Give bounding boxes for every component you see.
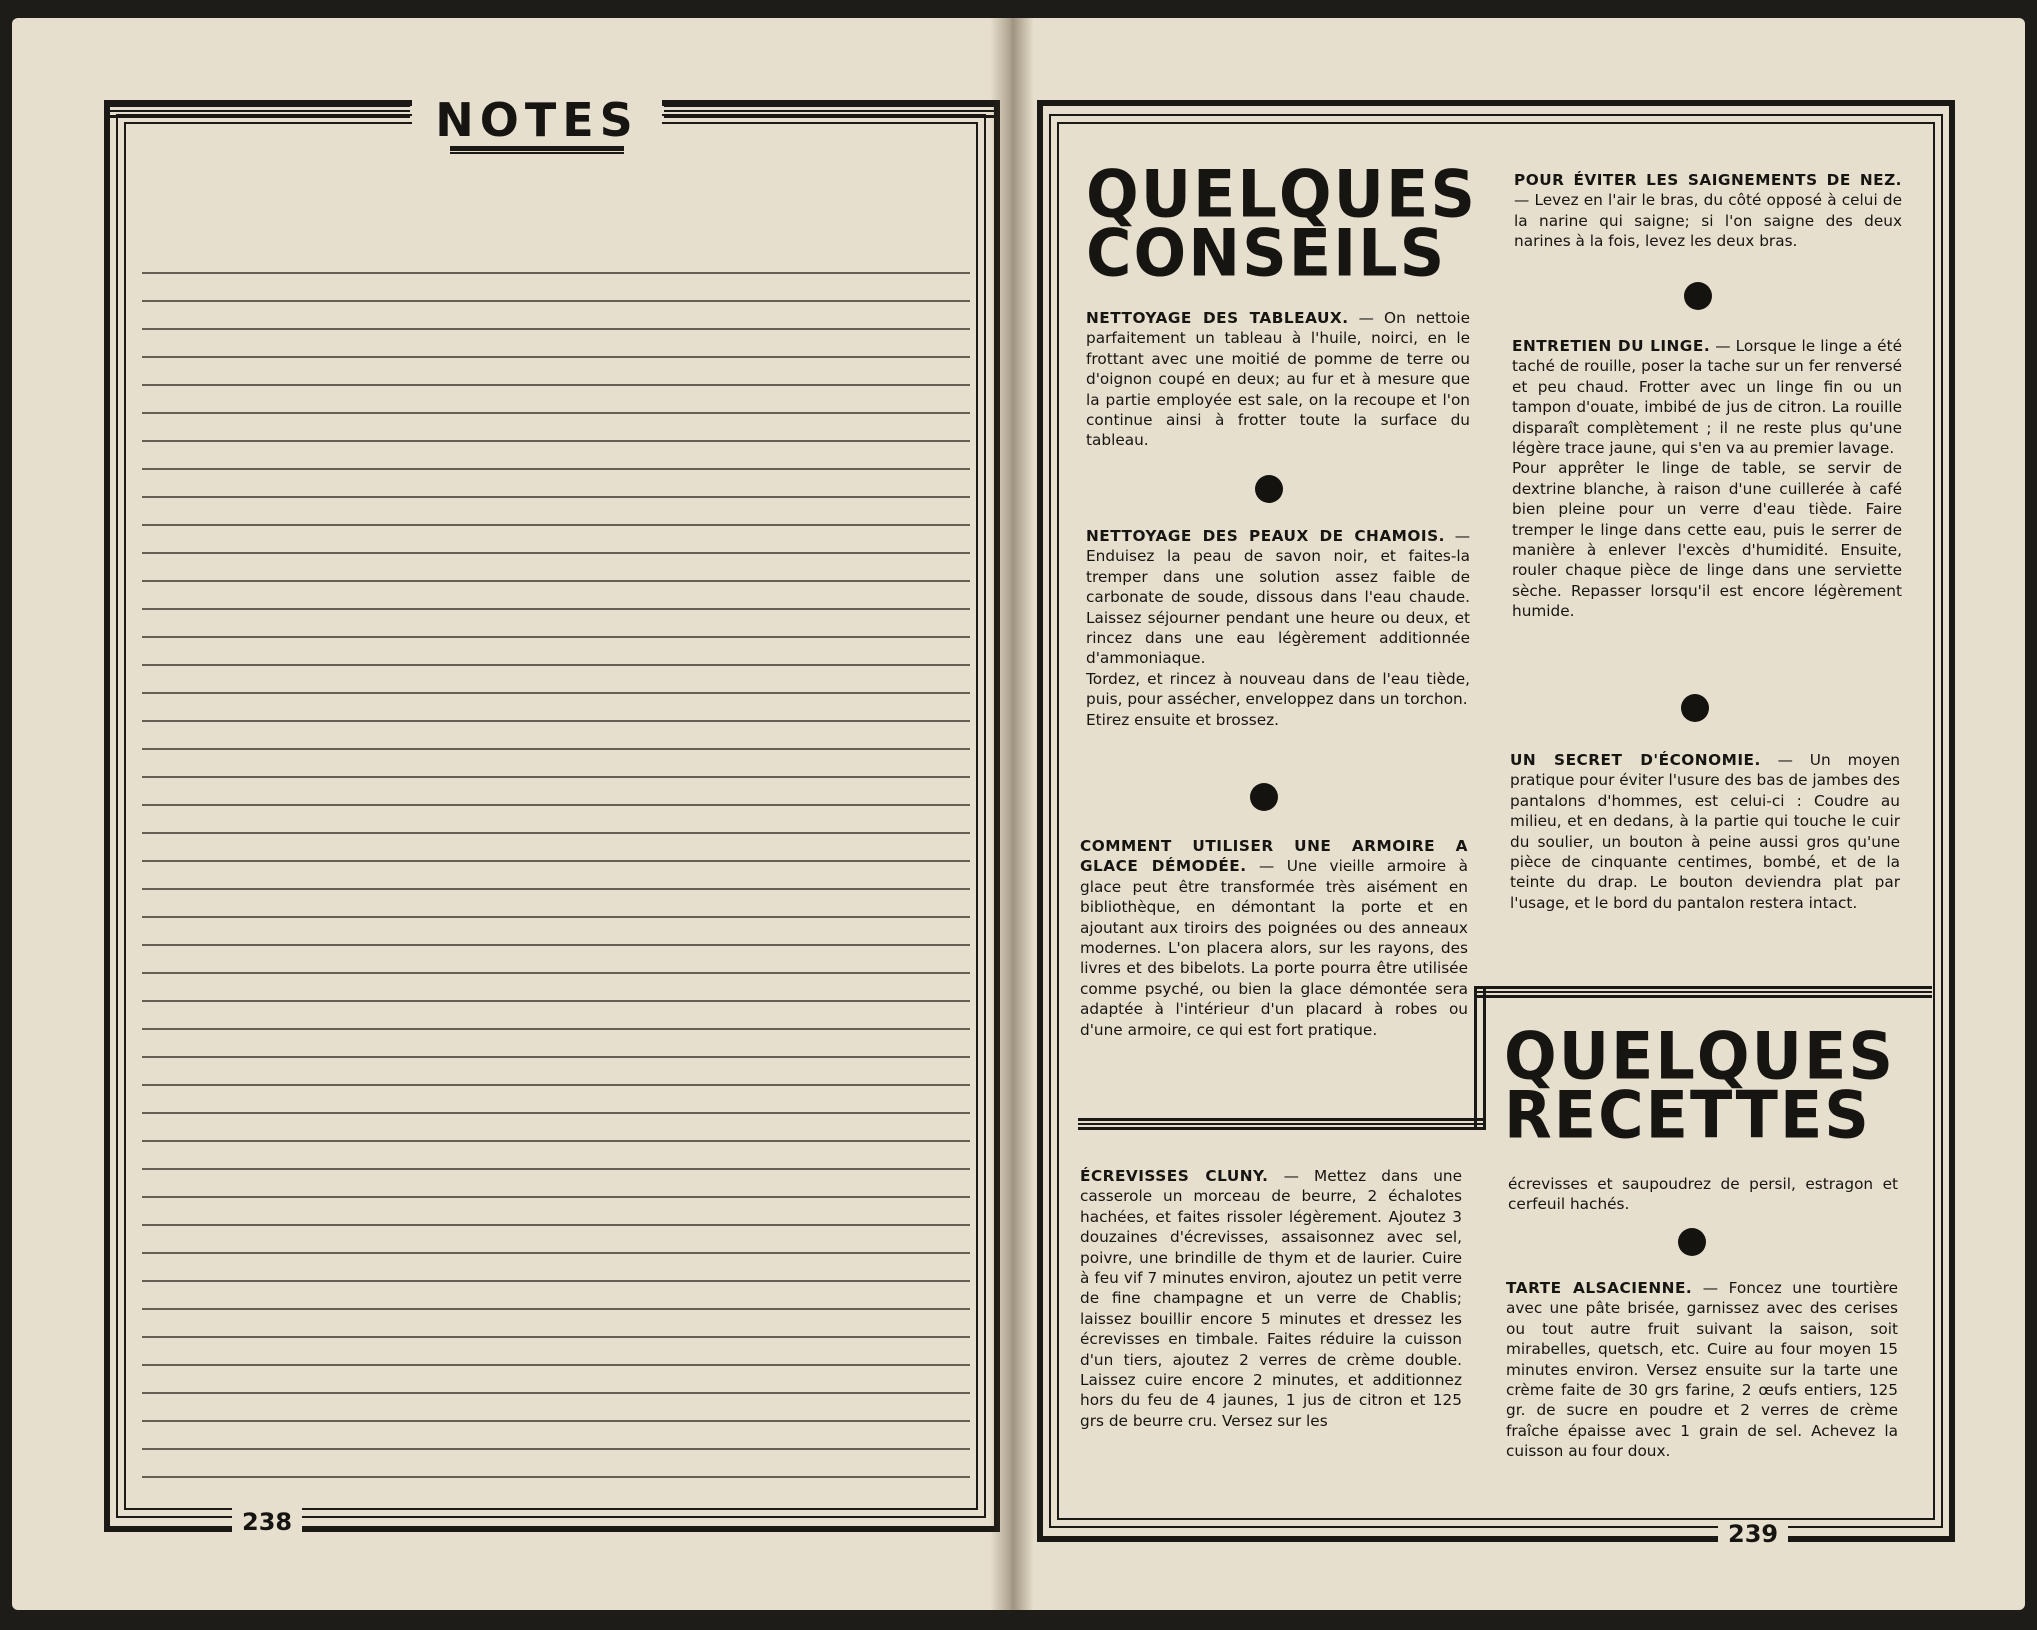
recipe-heading: ÉCREVISSES CLUNY. (1080, 1167, 1269, 1185)
article-text: — Levez en l'air le bras, du côté opposé à celui de la narine qui saigne; si l'on saigne des deux narines à la fois, levez les deux bras. (1514, 191, 1902, 251)
article-text: — Lorsque le linge a été taché de rouille, poser la tache sur un fer renversé et peu chaud. Frotter avec un linge fin ou un tampon d'ouate, imbibé de jus de citron. La rouille disparaît complètement ; il ne reste plus qu'une légère trace jaune, qui s'en va au premier lavage. (1512, 337, 1902, 458)
article-text: — Un moyen pratique pour éviter l'usure des bas de jambes des pantalons d'hommes, est celui-ci : Coudre au milieu, et en dedans, à la partie qui touche le cuir du soulier, un bouton à peine aussi gros qu'une pièce de cinquante centimes, bombé, et de la teinte du drap. Le bouton deviendra plat par l'usage, et le bord du pantalon restera intact. (1510, 751, 1900, 912)
article-text: — Enduisez la peau de savon noir, et faites-la tremper dans une solution assez faible de carbonate de soude, dissous dans l'eau chaude. Laissez séjourner pendant une heure ou deux, et rincez dans une eau légèrement additionnée d'ammoniaque. (1086, 527, 1470, 668)
recipe-text: — Mettez dans une casserole un morceau de beurre, 2 échalotes hachées, et faites rissoler légèrement. Ajoutez 3 douzaines d'écrevisses, assaisonnez avec sel, poivre, une brindille de thym et de laurier. Cuire à feu vif 7 minutes environ, ajoutez un petit verre de fine champagne et un verre de Chablis; laissez bouillir encore 5 minutes et dressez les écrevisses en timbale. Faites réduire la cuisson d'un tiers, ajoutez 2 verres de crème double. Laissez cuire encore 2 minutes, et additionnez hors du feu de 4 jaunes, 1 jus de citron et 125 grs de beurre cru. Versez sur les (1080, 1167, 1462, 1430)
recipe-text-continued: écrevisses et saupoudrez de persil, estragon et cerfeuil hachés. (1508, 1175, 1898, 1214)
article-chamois (1086, 526, 1470, 730)
conseils-title (1086, 155, 1477, 292)
article-linge (1512, 336, 1902, 622)
recipe-text: — Foncez une tourtière avec une pâte brisée, garnissez avec des cerises ou tout autre fruit suivant la saison, soit mirabelles, quetsch, etc. Cuire au four moyen 15 minutes environ. Versez ensuite sur la tarte une crème faite de 30 grs farine, 2 œufs entiers, 125 gr. de sucre en poudre et 2 verres de crème fraîche épaisse avec 1 grain de sel. Achevez la cuisson au four doux. (1506, 1279, 1898, 1461)
recettes-rule-top (1474, 986, 1932, 998)
bullet-separator (1684, 282, 1712, 310)
recipe-tarte (1506, 1278, 1898, 1462)
page-number-right: 239 (1718, 1520, 1788, 1548)
article-text: — Une vieille armoire à glace peut être transformée très aisément en bibliothèque, en démontant la porte et en ajoutant aux tiroirs des poignées ou des anneaux modernes. L'on placera alors, sur les rayons, des livres et des bibelots. La porte pourra être utilisée comme psyché, ou bien la glace démontée sera adaptée à l'intérieur d'un placard à robes ou d'une armoire, ce qui est fort pratique. (1080, 857, 1468, 1039)
article-text: — On nettoie parfaitement un tableau à l'huile, noirci, en le frottant avec une moitié de pomme de terre ou d'oignon coupé en deux; au fur et à mesure que la partie employée est sale, on la recoupe et l'on continue ainsi à frotter toute la surface du tableau. (1086, 309, 1470, 450)
notes-title (412, 88, 662, 158)
bullet-separator (1681, 694, 1709, 722)
conseils-title-line2: CONSEILS (1086, 214, 1447, 292)
recettes-title-line1: QUELQUES (1504, 1017, 1895, 1095)
bullet-separator (1678, 1228, 1706, 1256)
notes-title-text: NOTES (435, 93, 639, 147)
recipe-ecrevisses (1080, 1166, 1462, 1431)
article-heading: COMMENT UTILISER UNE ARMOIRE A GLACE DÉMODÉE. (1080, 837, 1468, 876)
left-page (12, 18, 1012, 1610)
article-economie (1510, 750, 1900, 913)
article-text-2: Pour apprêter le linge de table, se servir de dextrine blanche, à raison d'une cuillerée à café bien pleine pour un verre d'eau tiède. Faire tremper le linge dans cette eau, puis le serrer de manière à enlever l'excès d'humidité. Ensuite, rouler chaque pièce de linge dans une serviette sèche. Repasser lorsqu'il est encore légèrement humide. (1512, 459, 1902, 621)
notes-title-underline (450, 146, 624, 154)
article-heading: UN SECRET D'ÉCONOMIE. (1510, 751, 1761, 769)
bullet-separator (1250, 783, 1278, 811)
recettes-title-line2: RECETTES (1504, 1076, 1871, 1154)
article-text-3: Etirez ensuite et brossez. (1086, 710, 1279, 729)
title-rule-left (110, 104, 410, 118)
article-nez (1514, 170, 1902, 252)
article-text-2: Tordez, et rincez à nouveau dans de l'eau tiède, puis, pour assécher, enveloppez dans un torchon. (1086, 669, 1470, 709)
article-heading: NETTOYAGE DES TABLEAUX. (1086, 309, 1349, 327)
article-tableaux (1086, 308, 1470, 451)
recipe-ecrevisses-continued (1508, 1174, 1898, 1215)
article-armoire (1080, 836, 1468, 1040)
article-heading: POUR ÉVITER LES SAIGNEMENTS DE NEZ. (1514, 171, 1902, 189)
article-heading: ENTRETIEN DU LINGE. (1512, 337, 1711, 355)
conseils-title-line1: QUELQUES (1086, 155, 1477, 233)
right-page (1012, 18, 2025, 1610)
recettes-rule-vertical (1474, 986, 1486, 1130)
page-number-left: 238 (232, 1508, 302, 1536)
recettes-rule-bottom (1078, 1118, 1486, 1130)
book-gutter (990, 18, 1034, 1610)
title-rule-right (664, 104, 994, 118)
note-lines (142, 246, 970, 1486)
bullet-separator (1255, 475, 1283, 503)
recettes-title (1504, 1017, 1895, 1154)
recipe-heading: TARTE ALSACIENNE. (1506, 1279, 1693, 1297)
article-heading: NETTOYAGE DES PEAUX DE CHAMOIS. (1086, 527, 1445, 545)
